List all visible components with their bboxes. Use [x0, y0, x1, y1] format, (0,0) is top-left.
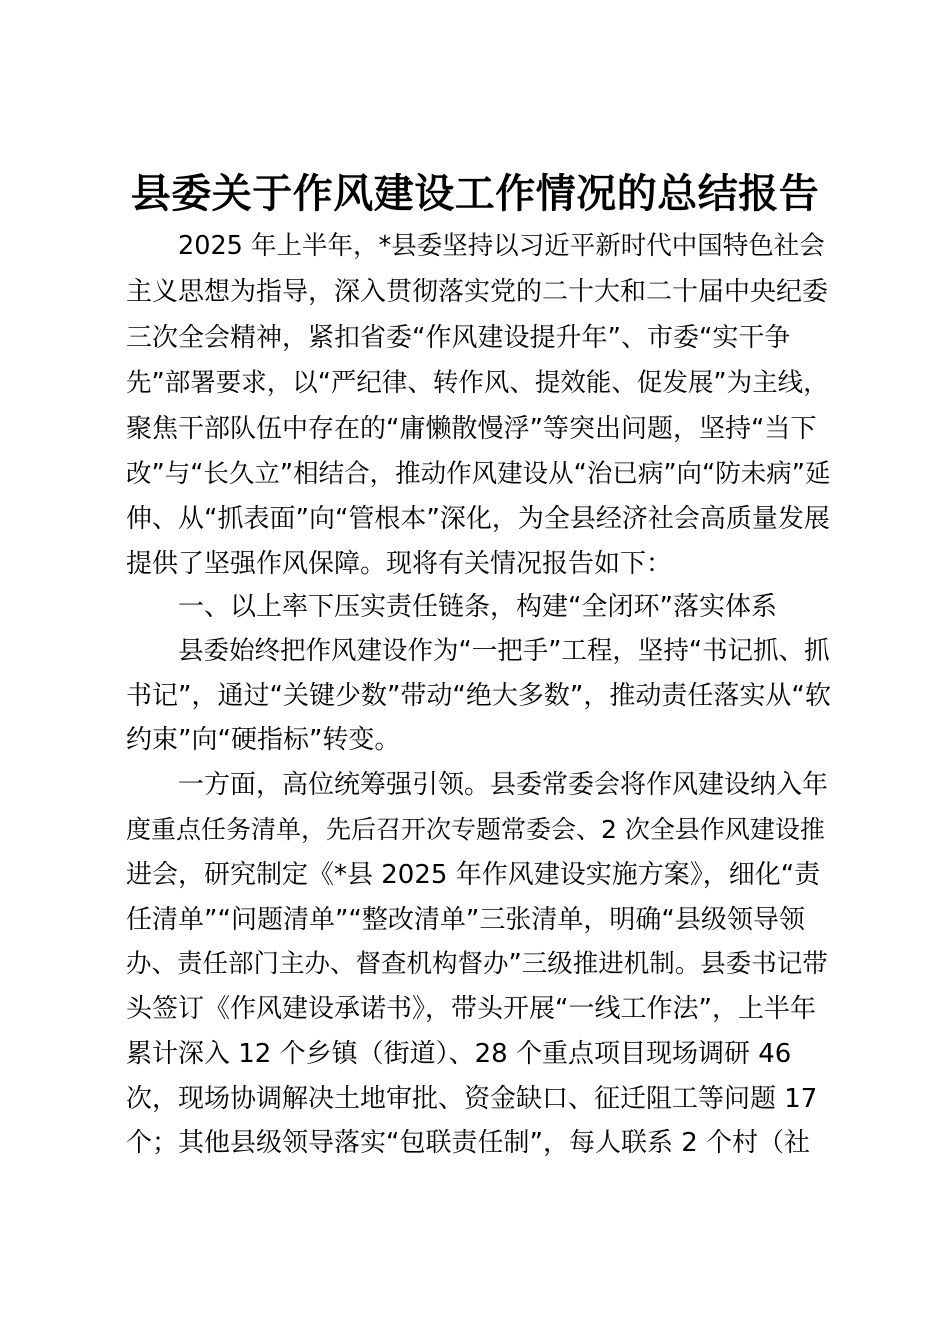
body-line: 进会，研究制定《*县 2025 年作风建设实施方案》，细化“责 [126, 860, 821, 890]
body-line: 书记”，通过“关键少数”带动“绝大多数”，推动责任落实从“软 [126, 681, 831, 711]
body-line: 度重点任务清单，先后召开次专题常委会、2 次全县作风建设推 [126, 815, 825, 844]
body-line: 头签订《作风建设承诺书》，带头开展“一线工作法”，上半年 [126, 994, 816, 1024]
body-line: 2025 年上半年，*县委坚持以习近平新时代中国特色社会 [178, 231, 825, 261]
body-line: 三次全会精神，紧扣省委“作风建设提升年”、市委“实干争 [126, 323, 791, 353]
body-line: 聚焦干部队伍中存在的“庸懒散慢浮”等突出问题，坚持“当下 [126, 414, 817, 444]
body-line: 先”部署要求，以“严纪律、转作风、提效能、促发展”为主线， [126, 368, 829, 398]
body-line: 改”与“长久立”相结合，推动作风建设从“治已病”向“防未病”延 [126, 459, 831, 489]
body-line: 累计深入 12 个乡镇（街道）、28 个重点项目现场调研 46 [126, 1039, 792, 1069]
body-line: 一方面，高位统筹强引领。县委常委会将作风建设纳入年 [178, 770, 829, 800]
body-line: 县委始终把作风建设作为“一把手”工程，坚持“书记抓、抓 [178, 636, 830, 666]
body-line: 任清单”“问题清单”“整改清单”三张清单，明确“县级领导领 [126, 905, 805, 935]
body-line: 伸、从“抓表面”向“管根本”深化，为全县经济社会高质量发展 [126, 504, 830, 534]
body-line: 约束”向“硬指标”转变。 [126, 725, 401, 755]
body-line: 个；其他县级领导落实“包联责任制”，每人联系 2 个村（社 [126, 1128, 811, 1158]
body-line: 提供了坚强作风保障。现将有关情况报告如下： [126, 549, 673, 579]
body-line: 次，现场协调解决土地审批、资金缺口、征迁阻工等问题 17 [126, 1084, 818, 1114]
section-heading: 一、以上率下压实责任链条，构建“全闭环”落实体系 [178, 592, 777, 622]
document-title: 县委关于作风建设工作情况的总结报告 [130, 171, 820, 217]
body-line: 办、责任部门主办、督查机构督办”三级推进机制。县委书记带 [126, 949, 828, 979]
body-line: 主义思想为指导，深入贯彻落实党的二十大和二十届中央纪委 [126, 277, 829, 307]
